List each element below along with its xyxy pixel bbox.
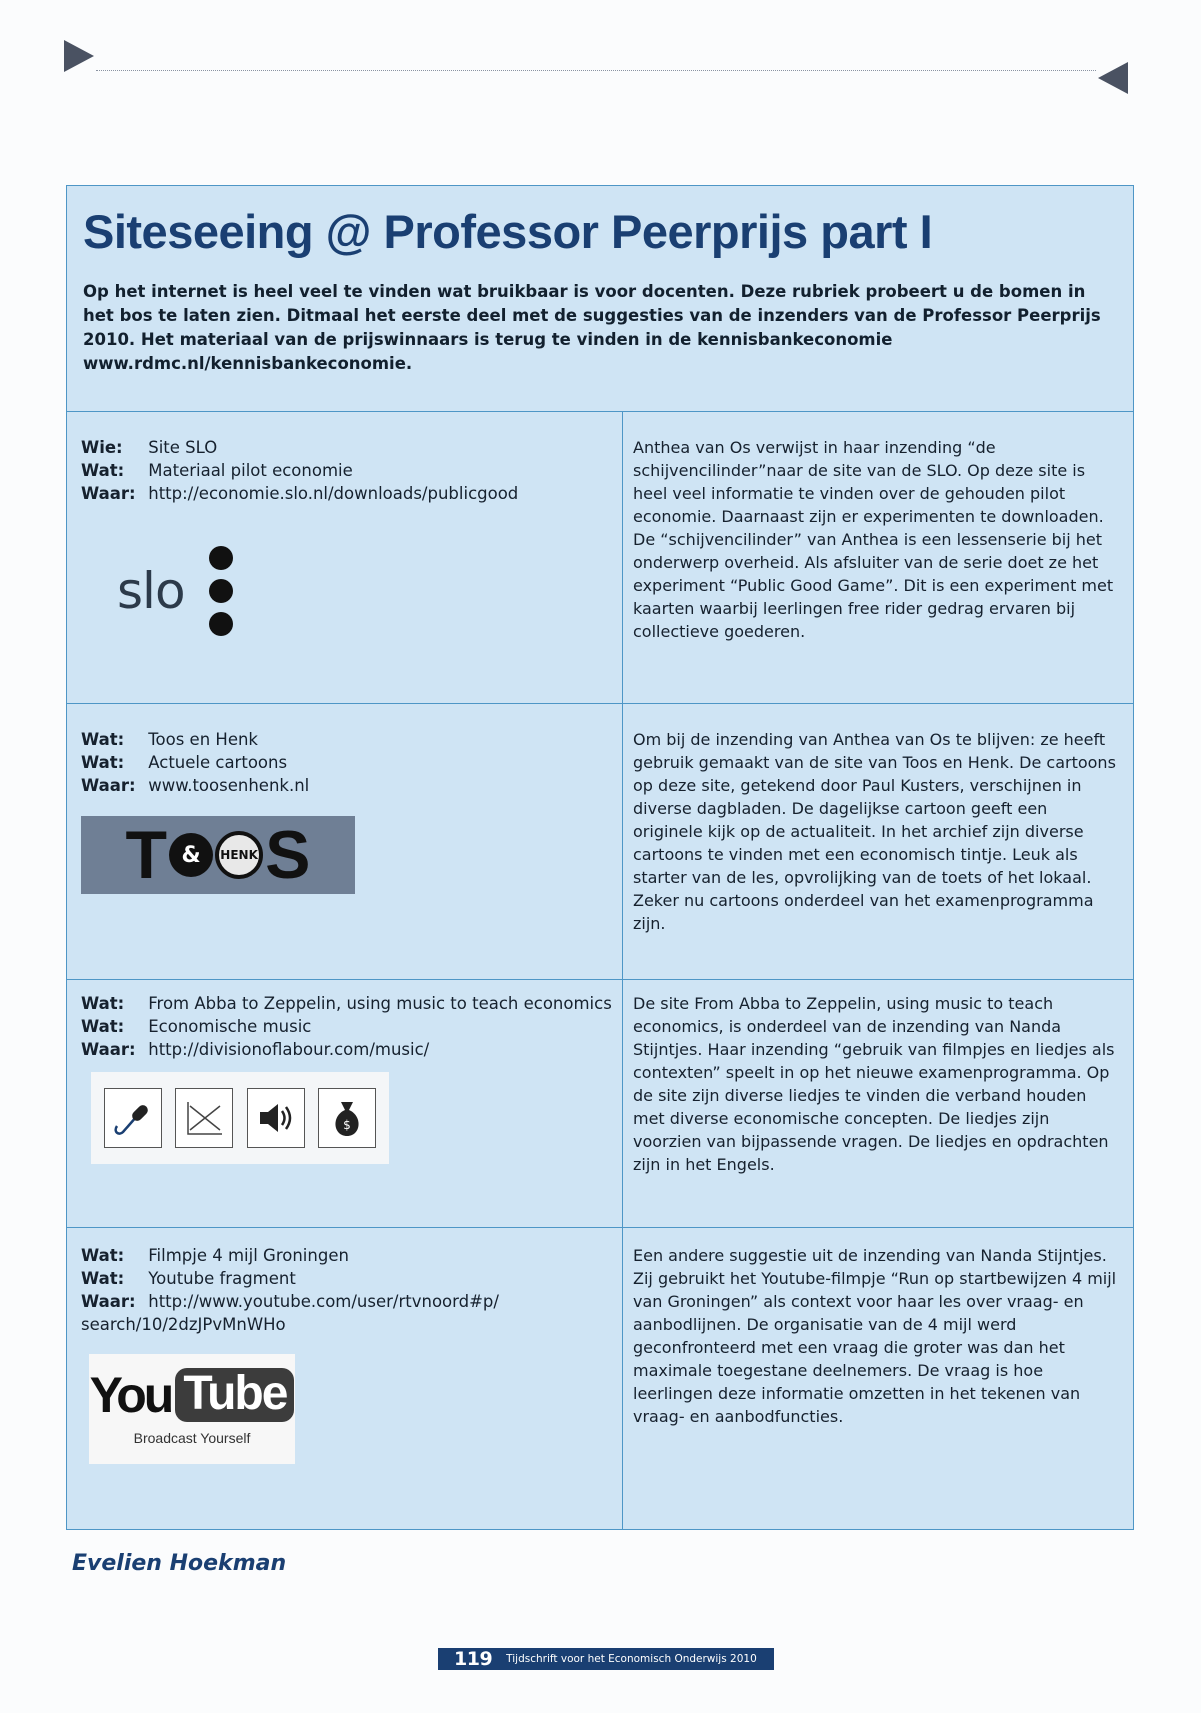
corner-marker-right xyxy=(1098,62,1128,94)
site-link[interactable]: www.toosenhenk.nl xyxy=(148,776,310,795)
article-lead: Op het internet is heel veel te vinden wat bruikbaar is voor docenten. Deze rubriek probeert u de bomen in het bos te laten zien. Ditmaal het eerste deel met de suggesties van de inzenders van de Professor Peerprijs 2010. Het materiaal van de prijswinnaars is terug te vinden in de kennisbankeconomie www.rdmc.nl/kennisbankeconomie. xyxy=(83,282,1101,373)
page-number: 119 xyxy=(454,1648,493,1670)
article-box xyxy=(66,185,1134,1530)
ampersand-badge: & xyxy=(169,833,213,877)
row-info xyxy=(67,1228,623,1529)
slo-logo-text: slo xyxy=(117,562,185,620)
author-name: Evelien Hoekman xyxy=(72,1551,287,1576)
info-line: Wie: Site SLO xyxy=(81,438,218,457)
row-description: Anthea van Os verwijst in haar inzending “de schijvencilinder”naar de site van de SLO. Op deze site is heel veel informatie te vinden over de gehouden pilot economie. Daarnaast zijn er experimenten te downloaden. De “schijvencilinder” van Anthea is een lessenserie bij het onderwerp overheid. Als afsluiter van de serie doet ze het experiment “Public Good Game”. Dit is een experiment met kaarten waarbij leerlingen free rider gedrag ervaren bij collectieve goederen. xyxy=(633,438,1114,641)
music-site-icons xyxy=(91,1072,389,1164)
info-line: Waar: http://divisionoflabour.com/music/ xyxy=(81,1040,430,1059)
svg-text:$: $ xyxy=(343,1118,352,1132)
table-row xyxy=(67,704,1133,980)
money-bag-icon xyxy=(318,1088,376,1148)
table-row xyxy=(67,980,1133,1228)
chart-icon xyxy=(175,1088,233,1148)
info-line: Waar: www.toosenhenk.nl xyxy=(81,776,310,795)
row-description: De site From Abba to Zeppelin, using music to teach economics, is onderdeel van de inzending van Nanda Stijntjes. Haar inzending “gebruik van filmpjes en liedjes als contexten” speelt in op het nieuwe examenprogramma. Op de site zijn diverse liedjes te vinden die verband houden met diverse economische concepten. De liedjes zijn voorzien van bijpassende vragen. De liedjes en opdrachten zijn in het Engels. xyxy=(633,994,1115,1174)
row-description: Om bij de inzending van Anthea van Os te blijven: ze heeft gebruik gemaakt van de site van Toos en Henk. De cartoons op deze site, getekend door Paul Kusters, verschijnen in diverse dagbladen. De dagelijkse cartoon geeft een originele kijk op de actualiteit. In het archief zijn diverse cartoons te vinden met een economisch tintje. Leuk als starter van de les, opvrolijking van de toets of het lokaal. Zeker nu cartoons onderdeel van het examenprogramma zijn. xyxy=(633,730,1116,933)
row-info xyxy=(67,704,623,979)
article-title: Siteseeing @ Professor Peerprijs part I xyxy=(83,205,933,258)
info-line: Waar: http://www.youtube.com/user/rtvnoord#p/ xyxy=(81,1292,499,1311)
info-line: Wat: Youtube fragment xyxy=(81,1269,296,1288)
table-row xyxy=(67,1228,1133,1529)
youtube-logo: You Tube Broadcast Yourself xyxy=(89,1354,295,1464)
site-link[interactable]: http://economie.slo.nl/downloads/publicgood xyxy=(148,484,519,503)
toos-henk-logo: T & HENK S xyxy=(81,816,355,894)
speaker-icon xyxy=(247,1088,305,1148)
row-description: Een andere suggestie uit de inzending van Nanda Stijntjes. Zij gebruikt het Youtube-filmpje “Run op startbewijzen 4 mijl van Groningen” als context voor haar les over vraag- en aanbodlijnen. De organisatie van de 4 mijl werd geconfronteerd met een vraag die groter was dan het maximale toegestane deelnemers. De vraag is hoe leerlingen deze informatie omzetten in het tekenen van vraag- en aanbodfuncties. xyxy=(633,1246,1117,1426)
info-line: Wat: Toos en Henk xyxy=(81,730,258,749)
article-header xyxy=(67,186,1133,412)
slo-dots-icon xyxy=(209,546,233,636)
page-footer xyxy=(438,1648,774,1670)
info-line: Wat: Economische music xyxy=(81,1017,312,1036)
henk-badge: HENK xyxy=(215,831,263,879)
info-line-continued[interactable]: search/10/2dzJPvMnWHo xyxy=(81,1315,286,1334)
info-line: Wat: From Abba to Zeppelin, using music to teach economics xyxy=(81,994,612,1013)
site-link[interactable]: http://www.youtube.com/user/rtvnoord#p/ xyxy=(148,1292,499,1311)
table-row xyxy=(67,412,1133,704)
info-line: Wat: Filmpje 4 mijl Groningen xyxy=(81,1246,349,1265)
site-link[interactable]: http://divisionoflabour.com/music/ xyxy=(148,1040,430,1059)
corner-marker-left xyxy=(64,40,94,72)
slo-logo xyxy=(117,546,233,636)
youtube-tagline: Broadcast Yourself xyxy=(133,1430,251,1446)
info-line: Wat: Actuele cartoons xyxy=(81,753,288,772)
dotted-rule xyxy=(96,70,1096,71)
microphone-icon xyxy=(104,1088,162,1148)
row-info xyxy=(67,412,623,703)
journal-name: Tijdschrift voor het Economisch Onderwijs 2010 xyxy=(506,1653,757,1665)
info-line: Waar: http://economie.slo.nl/downloads/publicgood xyxy=(81,484,519,503)
info-line: Wat: Materiaal pilot economie xyxy=(81,461,353,480)
row-info xyxy=(67,980,623,1227)
